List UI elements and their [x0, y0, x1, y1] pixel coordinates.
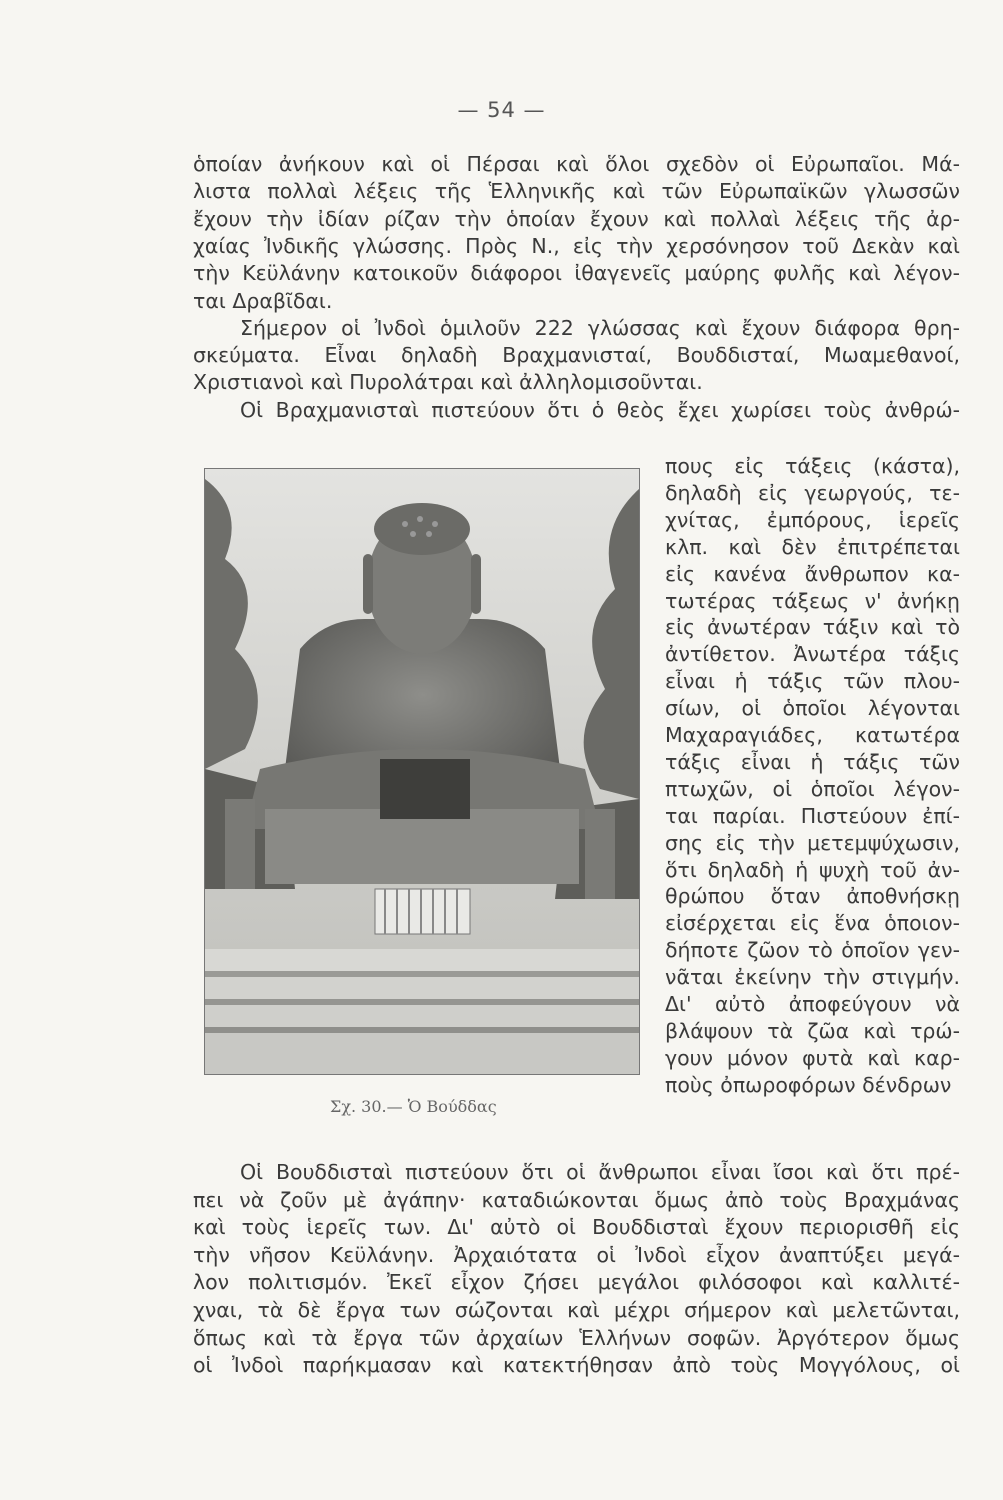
text-run: ὁποίαν ἀνήκουν καὶ οἱ Πέρσαι καὶ ὅλοι σχεδὸν οἱ Εὐρωπαῖοι. Μά- [193, 152, 960, 176]
text-line [665, 909, 960, 937]
text-line [665, 856, 960, 884]
text-line [193, 177, 960, 205]
emphasized-term: καὶ [303, 370, 350, 395]
text-run: . [325, 288, 333, 313]
text-line [665, 479, 960, 507]
text-line [240, 396, 960, 424]
text-line [193, 1186, 960, 1214]
text-line [193, 341, 960, 369]
text-line [193, 1324, 960, 1352]
text-run: εἶναι ἡ τάξις τῶν πλου- [665, 669, 960, 694]
text-run: πει νὰ ζοῦν μὲ ἀγάπην· καταδιώκονται ὅμως ἀπὸ τοὺς Βραχμάνας [193, 1187, 960, 1212]
emphasized-term: Βραχμανισταὶ [275, 397, 419, 422]
text-run: τὴν νῆσον Κεϋλάνην. Ἀρχαιότατα οἱ Ἰνδοὶ εἶχον ἀναπτύξει μεγά- [193, 1242, 960, 1267]
emphasized-term: Δραβῖδαι [232, 288, 326, 313]
text-run: λον πολιτισμόν. Ἐκεῖ εἶχον ζήσει μεγάλοι φιλόσοφοι καὶ καλλιτέ- [193, 1270, 960, 1295]
text-line [193, 1213, 960, 1241]
text-line [193, 1351, 960, 1379]
text-line [665, 506, 960, 534]
text-line [193, 368, 960, 396]
text-line [193, 205, 960, 233]
text-run: τάξις εἶναι ἡ τάξις τῶν [665, 749, 960, 774]
text-run: κλπ. καὶ δὲν ἐπιτρέπεται [665, 534, 960, 559]
text-run: δήποτε ζῶον τὸ ὁποῖον γεν- [665, 938, 960, 963]
text-run: γουν μόνον φυτὰ καὶ καρ- [665, 1045, 960, 1070]
text-line [665, 1071, 960, 1099]
text-run: πους εἰς τάξεις (κάστα), [665, 454, 960, 478]
text-run: πτωχῶν, οἱ ὁποῖοι λέγον- [665, 776, 960, 801]
text-run: ὅπως καὶ τὰ ἔργα τῶν ἀρχαίων Ἑλλήνων σοφῶν. Ἀργότερον ὅμως [193, 1325, 960, 1350]
text-line [665, 990, 960, 1018]
text-run: ται [665, 803, 713, 828]
text-line [665, 829, 960, 857]
text-run: σκεύματα. Εἶναι δηλαδὴ [193, 343, 503, 368]
text-run: χαίας Ἰνδικῆς γλώσσης. Πρὸς Ν., εἰς τὴν χερσόνησον τοῦ Δεκὰν καὶ [193, 233, 960, 258]
emphasized-term: Μαχαραγιάδες [665, 723, 817, 747]
emphasized-term: Μωαμεθανοί [823, 343, 954, 368]
text-line [193, 150, 960, 178]
text-run: ται [193, 288, 233, 313]
text-run: , [792, 343, 824, 368]
text-run: χνίτας, ἐμπόρους, ἱερεῖς [665, 507, 960, 532]
text-run: βλάψουν τὰ ζῶα καὶ τρώ- [665, 1018, 960, 1043]
text-line [665, 1017, 960, 1045]
text-line [665, 640, 960, 668]
text-line [193, 232, 960, 260]
text-run: Δι' αὐτὸ ἀποφεύγουν νὰ [665, 992, 960, 1016]
text-line [240, 1158, 960, 1186]
text-line [665, 882, 960, 910]
text-run: σης εἰς τὴν μετεμψύχωσιν, [665, 830, 960, 855]
emphasized-term: καὶ ἀλληλομισοῦνται. [473, 370, 703, 395]
text-run: οἱ Ἰνδοὶ παρήκμασαν καὶ κατεκτήθησαν ἀπὸ τοὺς Μογγόλους, οἱ [193, 1353, 960, 1378]
text-run: Πυρολάτραι [349, 370, 474, 395]
text-line [665, 936, 960, 964]
text-line [240, 314, 960, 342]
text-run: εἰσέρχεται εἰς ἕνα ὁποιον- [665, 911, 960, 936]
text-run: σίων, οἱ ὁποῖοι λέγονται [665, 696, 960, 721]
text-run: ποὺς ὀπωροφόρων δένδρων [665, 1072, 952, 1097]
text-line [193, 1268, 960, 1296]
text-line [665, 694, 960, 722]
text-line [665, 802, 960, 830]
text-line [665, 775, 960, 803]
text-run: Οἱ [240, 397, 276, 422]
text-run: ἔχουν τὴν ἰδίαν ρίζαν τὴν ὁποίαν ἔχουν καὶ πολλαὶ λέξεις τῆς ἀρ- [193, 206, 960, 231]
text-run: , [645, 343, 677, 368]
text-line [665, 452, 960, 480]
text-run: πιστεύουν ὅτι ὁ θεὸς ἔχει χωρίσει τοὺς ἀνθρώ- [418, 397, 961, 422]
emphasized-term: Βραχμανισταί [502, 343, 646, 368]
text-line [193, 1296, 960, 1324]
text-run: καὶ τοὺς ἱερεῖς των. Δι' αὐτὸ οἱ Βουδδισταὶ ἔχουν περιορισθῆ εἰς [193, 1215, 960, 1240]
text-line [665, 748, 960, 776]
buddha-figure [204, 468, 640, 1075]
text-line [665, 1044, 960, 1072]
text-run: χναι, τὰ δὲ ἔργα των σώζονται καὶ μέχρι σήμερον καὶ μελετῶνται, [193, 1298, 960, 1322]
emphasized-term: παρίαι [712, 803, 780, 828]
text-line [665, 587, 960, 615]
text-run: Σήμερον οἱ Ἰνδοὶ ὁμιλοῦν 222 γλώσσας καὶ ἔχουν διάφορα θρη- [240, 315, 960, 340]
text-run: ἀντίθετον. Ἀνωτέρα τάξις [665, 642, 960, 667]
figure-caption: Σχ. 30.— Ὁ Βούδδας [330, 1097, 497, 1116]
text-line [193, 287, 960, 315]
text-run: λιστα πολλαὶ λέξεις τῆς Ἑλληνικῆς καὶ τῶν Εὐρωπαϊκῶν γλωσσῶν [193, 179, 960, 204]
text-line [665, 533, 960, 561]
text-line [665, 721, 960, 749]
text-run: τωτέρας τάξεως ν' ἀνήκῃ [665, 588, 960, 613]
text-run: , κατωτέρα [816, 723, 960, 747]
text-run: , [953, 343, 960, 368]
text-run: θρώπου ὅταν ἀποθνήσκῃ [665, 884, 960, 909]
text-line [665, 963, 960, 991]
text-line [193, 259, 960, 287]
text-run: εἰς ἀνωτέραν τάξιν καὶ τὸ [665, 615, 960, 640]
text-run: δηλαδὴ εἰς γεωργούς, τε- [665, 480, 960, 505]
text-run: νᾶται ἐκείνην τὴν στιγμήν. [665, 965, 960, 990]
emphasized-term: Βουδδισταὶ [275, 1160, 393, 1184]
text-line [665, 667, 960, 695]
text-run: τὴν Κεϋλάνην κατοικοῦν διάφοροι ἰθαγενεῖς μαύρης φυλῆς καὶ λέγον- [193, 261, 960, 286]
text-run: εἰς κανένα ἄνθρωπον κα- [665, 561, 960, 586]
text-run: Οἱ [240, 1160, 276, 1184]
text-line [193, 1241, 960, 1269]
text-line [665, 613, 960, 641]
text-run: . Πιστεύουν ἐπί- [779, 803, 960, 828]
text-run: ὅτι δηλαδὴ ἡ ψυχὴ τοῦ ἀν- [665, 857, 960, 882]
buddha-statue-image [205, 469, 639, 1074]
page-number: — 54 — [457, 98, 546, 122]
text-run: Χριστιανοὶ [193, 370, 304, 395]
text-line [665, 560, 960, 588]
emphasized-term: Βουδδισταί [676, 343, 793, 368]
text-run: πιστεύουν ὅτι οἱ ἄνθρωποι εἶναι ἴσοι καὶ ὅτι πρέ- [392, 1160, 960, 1184]
